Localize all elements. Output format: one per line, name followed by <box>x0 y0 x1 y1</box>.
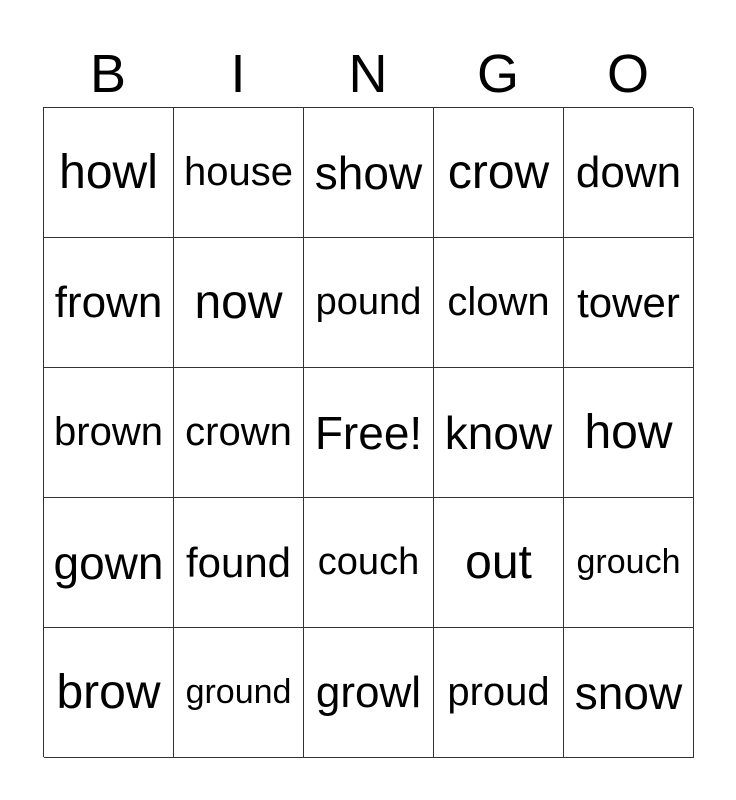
bingo-cell[interactable] <box>174 628 304 758</box>
free-space-cell[interactable] <box>304 368 434 498</box>
bingo-cell-word: brown <box>54 410 163 454</box>
bingo-cell-word: crown <box>185 410 292 454</box>
header-letter-i: I <box>230 44 246 104</box>
bingo-cell[interactable] <box>44 498 174 628</box>
bingo-cell[interactable] <box>174 108 304 238</box>
bingo-cell[interactable] <box>44 108 174 238</box>
bingo-cell[interactable] <box>304 238 434 368</box>
bingo-cell-word: couch <box>317 541 420 583</box>
bingo-cell-word: found <box>185 538 292 586</box>
bingo-cell[interactable] <box>304 498 434 628</box>
bingo-cell[interactable] <box>304 628 434 758</box>
bingo-cell-word: show <box>314 146 423 199</box>
bingo-cell-word: brow <box>56 666 161 719</box>
bingo-cell-word: how <box>584 406 673 459</box>
bingo-cell-word: growl <box>315 667 422 717</box>
bingo-cell[interactable] <box>434 108 564 238</box>
bingo-card-grid <box>43 107 693 757</box>
bingo-cell-word: down <box>575 147 682 197</box>
bingo-cell-word: Free! <box>314 406 423 459</box>
bingo-cell-word: howl <box>59 146 158 199</box>
header-letter-n: N <box>348 44 388 104</box>
bingo-cell[interactable] <box>44 368 174 498</box>
bingo-cell[interactable] <box>564 628 694 758</box>
bingo-cell-word: snow <box>574 666 683 719</box>
bingo-cell-word: house <box>184 150 293 194</box>
bingo-cell-word: clown <box>447 280 550 324</box>
bingo-cell-word: ground <box>185 673 292 711</box>
header-letter-o: O <box>606 44 649 104</box>
bingo-cell-word: grouch <box>576 543 681 581</box>
bingo-cell[interactable] <box>564 108 694 238</box>
header-letter-b: B <box>89 44 127 104</box>
bingo-cell-word: out <box>465 536 532 589</box>
bingo-cell[interactable] <box>434 368 564 498</box>
bingo-cell-word: pound <box>315 281 422 323</box>
bingo-cell-word: crow <box>447 146 550 199</box>
bingo-cell[interactable] <box>174 238 304 368</box>
bingo-cell[interactable] <box>564 498 694 628</box>
bingo-cell-word: proud <box>447 670 550 714</box>
bingo-cell[interactable] <box>434 238 564 368</box>
bingo-cell[interactable] <box>44 238 174 368</box>
bingo-cell-word: frown <box>54 277 163 327</box>
bingo-cell[interactable] <box>564 238 694 368</box>
bingo-cell[interactable] <box>44 628 174 758</box>
header-letter-g: G <box>476 44 519 104</box>
bingo-cell[interactable] <box>564 368 694 498</box>
bingo-cell[interactable] <box>174 368 304 498</box>
bingo-cell[interactable] <box>434 498 564 628</box>
bingo-cell[interactable] <box>174 498 304 628</box>
bingo-cell-word: gown <box>53 536 164 589</box>
bingo-cell-word: know <box>444 406 553 459</box>
bingo-cell[interactable] <box>434 628 564 758</box>
bingo-cell-word: now <box>194 276 283 329</box>
bingo-cell[interactable] <box>304 108 434 238</box>
bingo-cell-word: tower <box>577 278 680 326</box>
bingo-header <box>43 42 693 106</box>
